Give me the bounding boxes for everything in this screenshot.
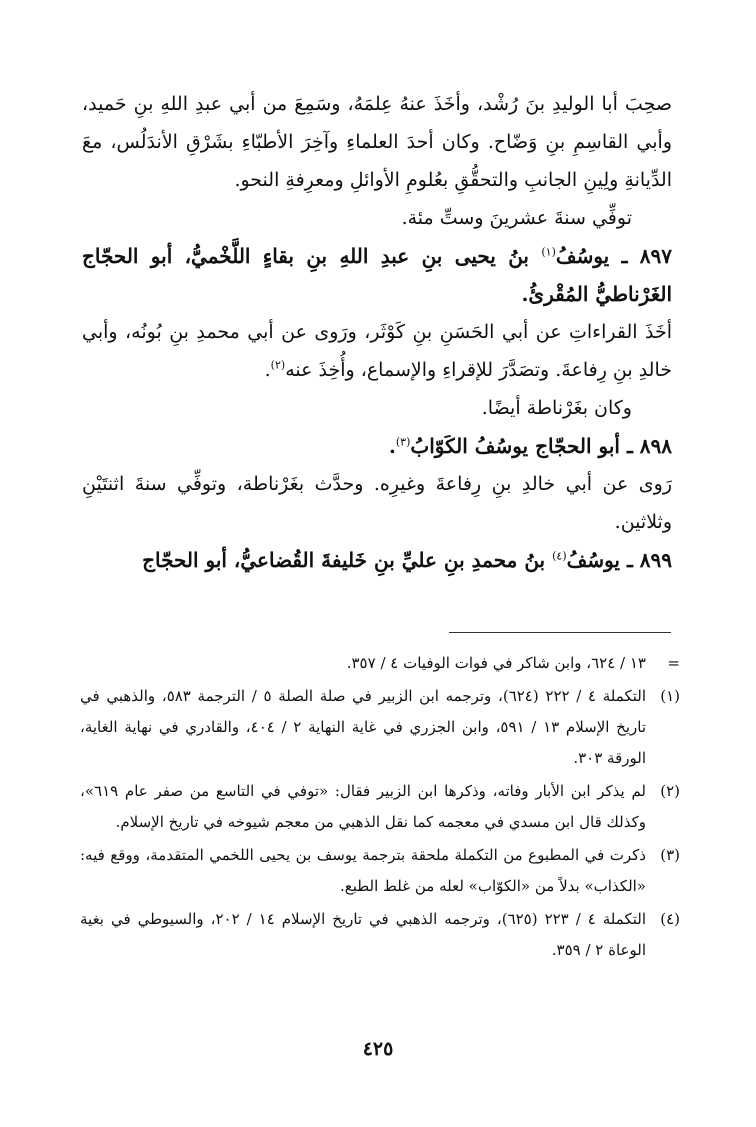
paragraph-death: توفِّي سنةَ عشرينَ وستِّ مئة. <box>401 207 632 229</box>
paragraph-end: . <box>264 359 271 381</box>
entry-end: . <box>388 434 396 458</box>
footnote-4 <box>80 904 680 966</box>
entry-name-rest: بنُ محمدِ بنِ عليِّ بنِ خَليفةَ القُضاعيُّ، أبو الحجّاج <box>142 548 546 572</box>
footnote-mark: (٢) <box>660 782 680 800</box>
footnote-mark: = <box>667 654 680 672</box>
footnote-ref: (٤) <box>552 549 567 563</box>
main-text <box>82 85 672 579</box>
paragraph-granada: وكان بغَرْناطة أيضًا. <box>481 397 632 419</box>
entry-name: يوسُفُ <box>566 548 620 572</box>
footnote-1 <box>80 681 680 774</box>
entry-number: ٨٩٧ ـ <box>621 244 673 268</box>
footnote-continued <box>80 648 680 679</box>
entry-name: أبو الحجّاج يوسُفُ الكَوّابُ <box>410 434 620 458</box>
footnote-text: ١٣ / ٦٢٤، وابن شاكر في فوات الوفيات ٤ / ٣٥٧. <box>346 654 646 672</box>
footnote-2 <box>80 776 680 838</box>
paragraph-897 <box>82 313 672 389</box>
footnote-ref: (٢) <box>270 358 286 372</box>
footnote-mark: (٣) <box>660 846 680 864</box>
entry-name: يوسُفُ <box>555 244 610 268</box>
paragraph-text: أخَذَ القراءاتِ عن أبي الحَسَنِ بنِ كَوْثَر، ورَوى عن أبي محمدِ بنِ بُونُه، وأبي خالدِ بنِ رِفاعةَ. وتصَدَّرَ للإقراءِ والإسماع، وأُخِذَ عنه <box>82 321 672 381</box>
entry-name-rest: بنُ يحيى بنِ عبدِ اللهِ بنِ بقاءٍ اللَّخْميُّ، أبو الحجّاج الغَرْناطيُّ المُقْرئُ. <box>82 244 672 306</box>
footnote-ref: (١) <box>541 245 556 259</box>
entry-897-heading <box>82 237 672 313</box>
paragraph-898: رَوى عن أبي خالدِ بنِ رِفاعةَ وغيرِه. وحدَّث بغَرْناطة، وتوفِّي سنةَ اثنتَيْنِ وثلاثين. <box>82 473 672 533</box>
footnote-text: التكملة ٤ / ٢٢٣ (٦٢٥)، وترجمه الذهبي في تاريخ الإسلام ١٤ / ٢٠٢، والسيوطي في بغية الوعاة ٢ / ٣٥٩. <box>80 910 646 959</box>
footnote-text: ذكرت في المطبوع من التكملة ملحقة بترجمة يوسف بن يحيى اللخمي المتقدمة، ووقع فيه: «الكذاب» بدلاً من «الكوّاب» لعله من غلط الطبع. <box>80 846 646 895</box>
footnote-divider <box>449 632 671 633</box>
entry-898-heading <box>82 427 672 465</box>
footnote-mark: (١) <box>660 687 680 705</box>
entry-number: ٨٩٨ ـ <box>626 434 672 458</box>
page-number: ٤٢٥ <box>362 1038 394 1060</box>
footnote-3 <box>80 840 680 902</box>
footnote-mark: (٤) <box>660 910 680 928</box>
footnote-text: التكملة ٤ / ٢٢٢ (٦٢٤)، وترجمه ابن الزبير في صلة الصلة ٥ / الترجمة ٥٨٣، والذهبي في تاريخ الإسلام ١٣ / ٥٩١، وابن الجزري في غاية النهاية ٢ / ٤٠٤، والقادري في نهاية الغاية، الورقة ٣٠٣. <box>80 687 646 767</box>
entry-number: ٨٩٩ ـ <box>626 548 672 572</box>
entry-899-heading <box>82 541 672 579</box>
paragraph-biography: صحِبَ أبا الوليدِ بنَ رُشْد، وأخَذَ عنهُ عِلمَهُ، وسَمِعَ من أبي عبدِ اللهِ بنِ حَميد، وأبي القاسِمِ بنِ وَضّاح. وكان أحدَ العلماءِ وآخِرَ الأطبّاءِ بشَرْقِ الأندَلُس، معَ الدِّيانةِ ولِينِ الجانبِ والتحقُّقِ بعُلومِ الأوائلِ ومعرِفةِ النحو. <box>82 93 672 191</box>
footnote-text: لم يذكر ابن الأبار وفاته، وذكرها ابن الزبير فقال: «توفي في التاسع من صفر عام ٦١٩»، وكذلك قال ابن مسدي في معجمه كما نقل الذهبي من معجم شيوخه في تاريخ الإسلام. <box>80 782 646 831</box>
footnote-ref: (٣) <box>395 435 411 449</box>
footnotes <box>80 648 680 968</box>
